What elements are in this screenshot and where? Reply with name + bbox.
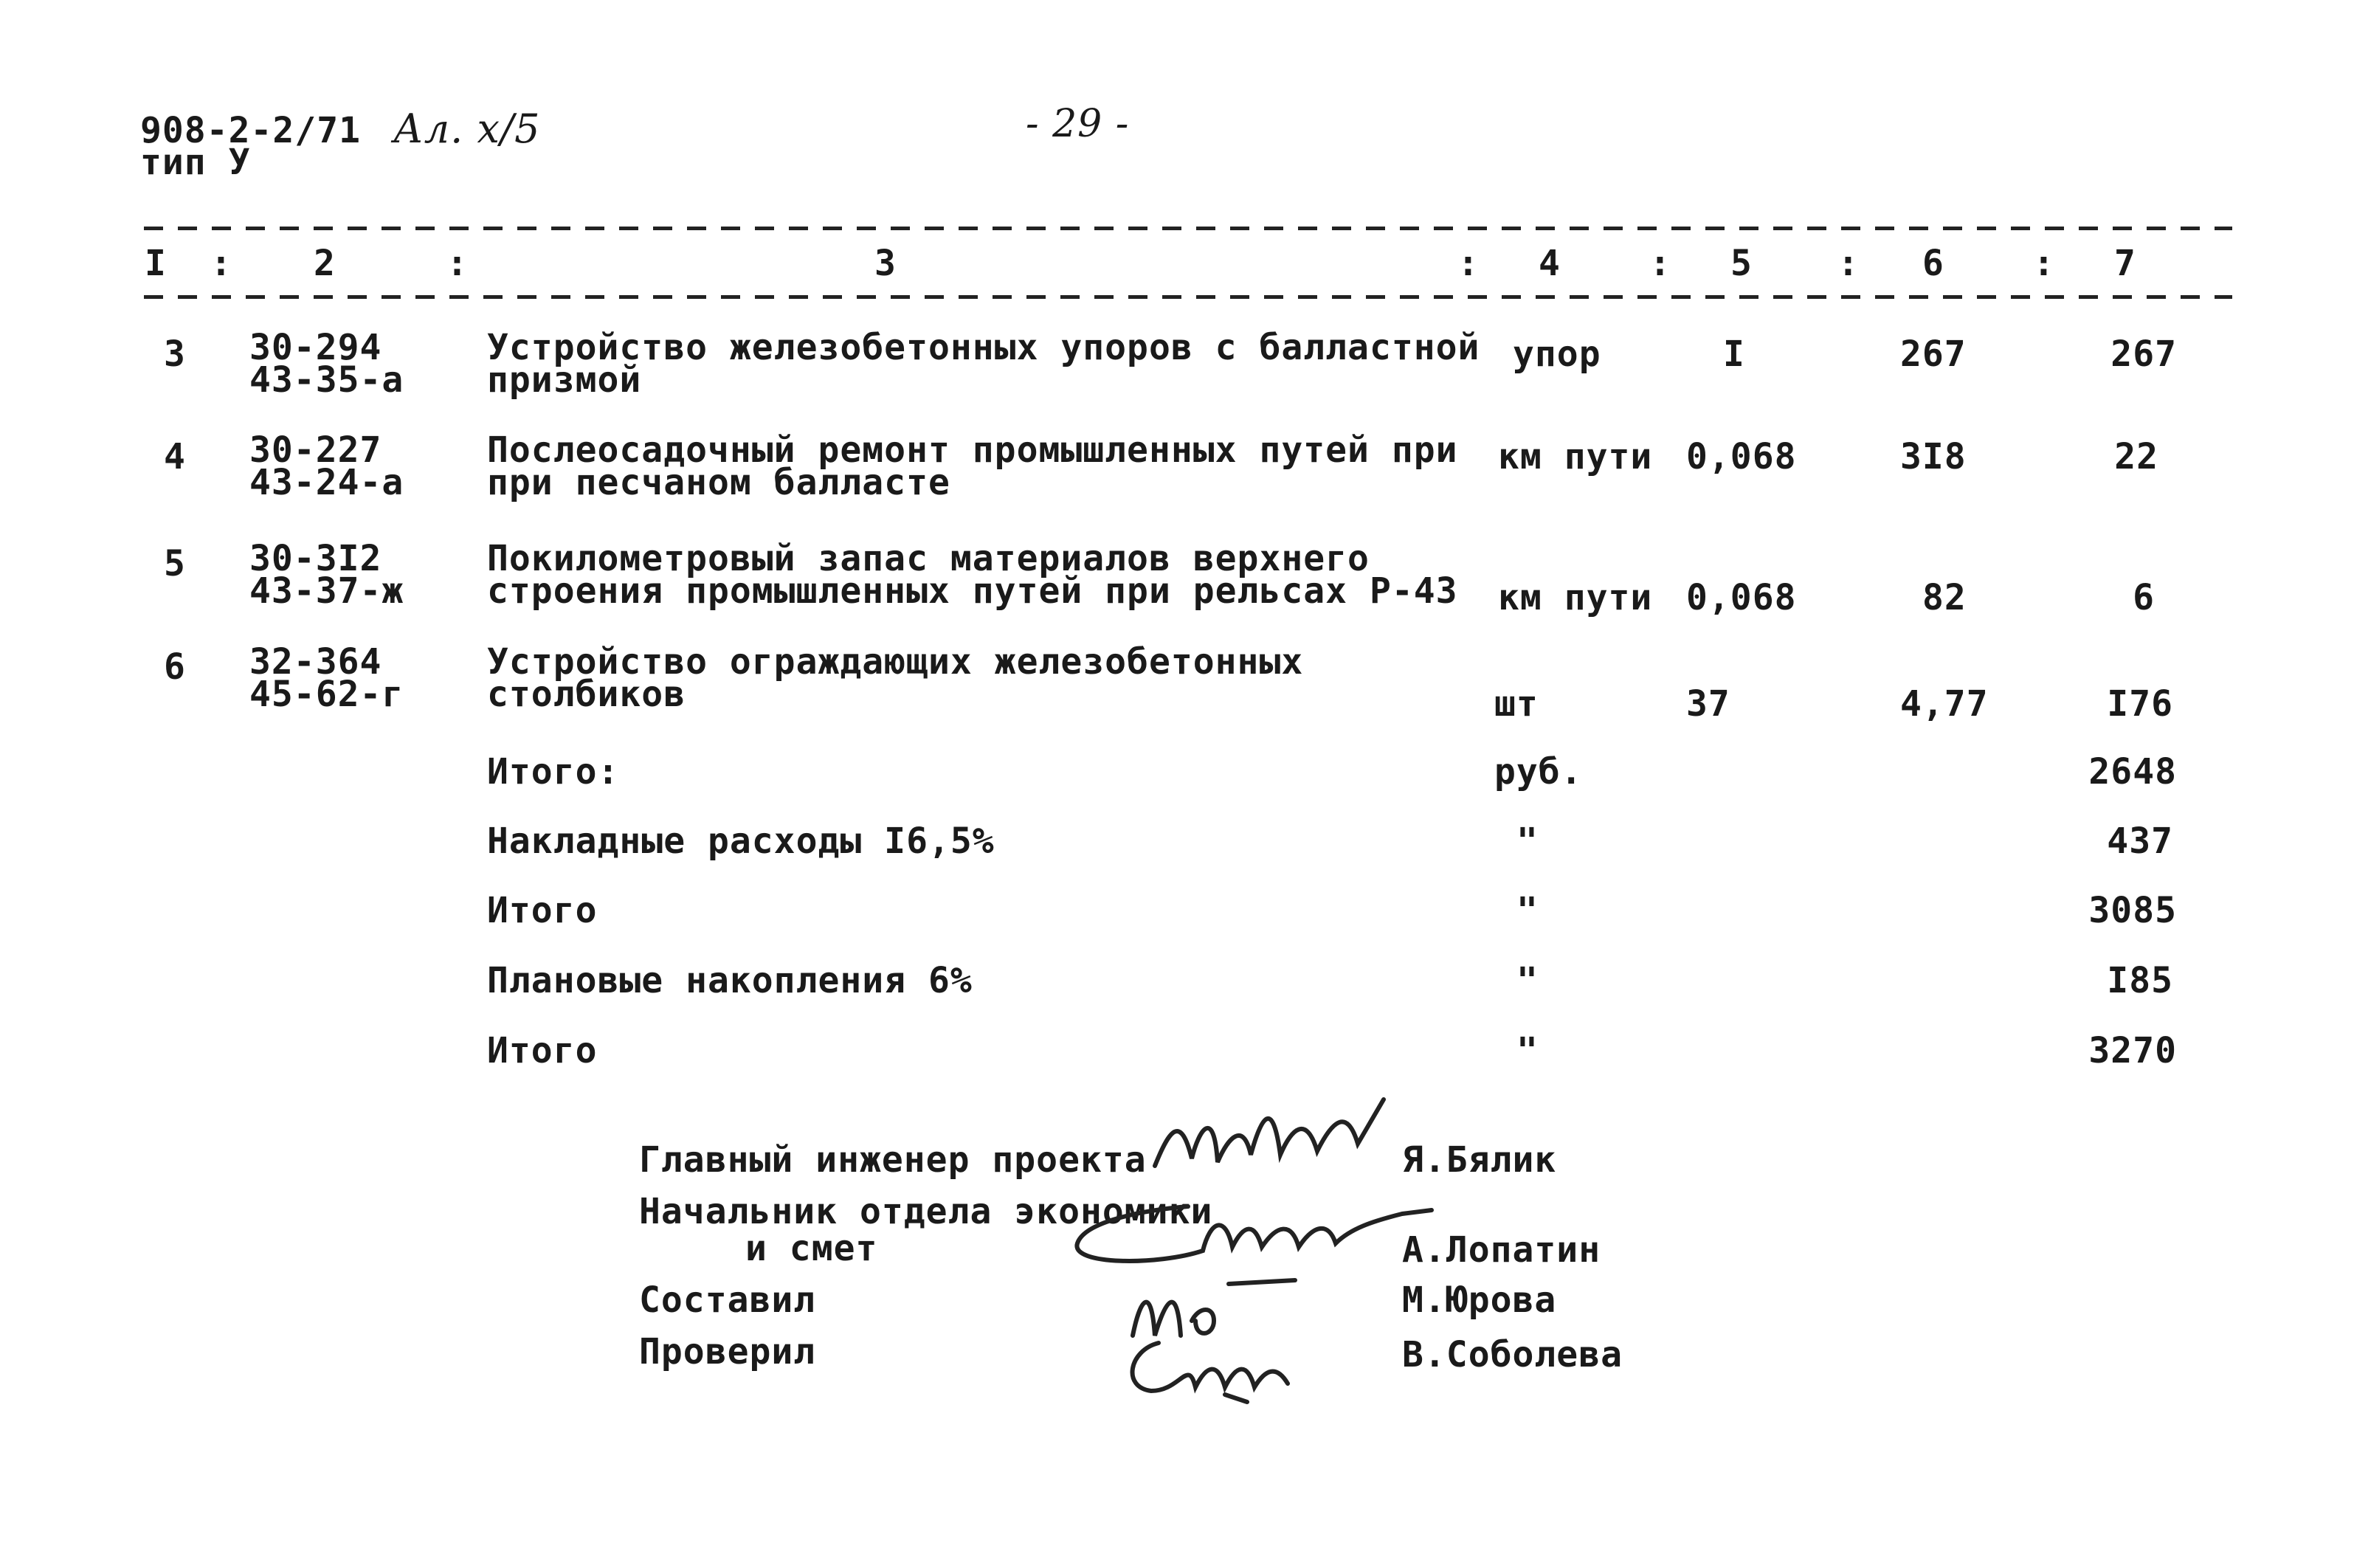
album-mark: Ал. х/5	[393, 106, 541, 152]
col-header-3: 3	[874, 243, 897, 284]
row-total: I76	[2107, 683, 2173, 725]
row-code-1: 30-3I2	[249, 538, 382, 579]
signatory-role: Проверил	[639, 1331, 816, 1372]
row-quantity: 0,068	[1686, 436, 1797, 477]
col-sep: :	[210, 243, 232, 284]
summary-unit: "	[1516, 890, 1539, 931]
row-code-2: 45-62-г	[249, 674, 404, 715]
row-number: 3	[164, 334, 186, 375]
summary-label: Итого	[487, 890, 598, 931]
col-header-6: 6	[1922, 243, 1944, 284]
signatory-role: Главный инженер проекта	[639, 1139, 1147, 1181]
row-quantity: 37	[1686, 683, 1730, 725]
col-sep: :	[2033, 243, 2055, 284]
signature-chief-engineer	[1147, 1085, 1398, 1181]
row-total: 6	[2133, 577, 2155, 618]
signatory-role: Начальник отдела экономики	[639, 1191, 1213, 1232]
row-code-1: 30-294	[249, 327, 382, 368]
document-code-text: 908-2-2/71	[140, 110, 361, 151]
col-sep: :	[1837, 243, 1860, 284]
row-unit: шт	[1494, 683, 1539, 725]
row-price: 3I8	[1900, 436, 1967, 477]
col-sep: :	[1457, 243, 1480, 284]
row-total: 22	[2114, 436, 2158, 477]
row-price: 4,77	[1900, 683, 1989, 725]
row-description-2: призмой	[487, 359, 642, 401]
row-unit: упор	[1513, 334, 1601, 375]
summary-label: Накладные расходы I6,5%	[487, 821, 995, 862]
row-quantity: 0,068	[1686, 577, 1797, 618]
row-code-2: 43-37-ж	[249, 570, 404, 612]
row-number: 5	[164, 543, 186, 584]
row-description-2: строения промышленных путей при рельсах Р-43	[487, 570, 1458, 612]
signatory-name: А.Лопатин	[1402, 1229, 1601, 1271]
row-code	[249, 429, 404, 503]
signature-checker	[1114, 1328, 1306, 1409]
row-code-1: 32-364	[249, 641, 382, 683]
signatory-name: В.Соболева	[1402, 1334, 1623, 1375]
col-header-1: I	[145, 243, 167, 284]
row-description-1: Устройство железобетонных упоров с балластной	[487, 327, 1480, 368]
row-description	[487, 643, 1303, 713]
col-header-4: 4	[1539, 243, 1561, 284]
row-total: 267	[2110, 334, 2177, 375]
summary-label: Плановые накопления 6%	[487, 960, 973, 1001]
table-header-rule	[144, 295, 2232, 299]
row-code-2: 43-35-а	[249, 359, 404, 401]
row-code-2: 43-24-а	[249, 462, 404, 503]
signatory-name: М.Юрова	[1402, 1279, 1557, 1321]
signatory-role-continued: и смет	[745, 1228, 878, 1269]
summary-total: I85	[2107, 960, 2173, 1001]
summary-total: 437	[2107, 821, 2173, 862]
row-unit: км пути	[1498, 436, 1653, 477]
row-description	[487, 327, 1480, 401]
summary-total: 3085	[2088, 890, 2177, 931]
row-description	[487, 429, 1458, 503]
signature-scribble	[1147, 1085, 1398, 1181]
signature-scribble	[1114, 1328, 1306, 1409]
signatory-role: Составил	[639, 1279, 816, 1321]
row-description-1: Послеосадочный ремонт промышленных путей при	[487, 429, 1458, 471]
summary-label: Итого:	[487, 751, 620, 792]
row-price: 267	[1900, 334, 1967, 375]
row-number: 6	[164, 646, 186, 688]
summary-unit: руб.	[1494, 751, 1583, 792]
row-description-1: Устройство ограждающих железобетонных	[487, 641, 1304, 683]
summary-total: 2648	[2088, 751, 2177, 792]
summary-label: Итого	[487, 1030, 598, 1071]
col-sep: :	[1649, 243, 1671, 284]
summary-total: 3270	[2088, 1030, 2177, 1071]
row-code	[249, 327, 404, 401]
row-code	[249, 538, 404, 612]
row-code	[249, 643, 404, 713]
page-number: - 29 -	[1026, 102, 1130, 146]
row-description	[487, 538, 1458, 612]
row-number: 4	[164, 436, 186, 477]
summary-unit: "	[1516, 821, 1539, 862]
row-description-2: столбиков	[487, 674, 686, 715]
row-unit: км пути	[1498, 577, 1653, 618]
signatory-name: Я.Бялик	[1402, 1139, 1557, 1181]
col-sep: :	[446, 243, 469, 284]
col-header-2: 2	[314, 243, 336, 284]
row-price: 82	[1922, 577, 1967, 618]
document-type: тип У	[140, 142, 251, 183]
row-code-1: 30-227	[249, 429, 382, 471]
row-quantity: I	[1723, 334, 1745, 375]
row-description-2: при песчаном балласте	[487, 462, 950, 503]
summary-unit: "	[1516, 1030, 1539, 1071]
col-header-7: 7	[2114, 243, 2136, 284]
row-description-1: Покилометровый запас материалов верхнего	[487, 538, 1370, 579]
col-header-5: 5	[1730, 243, 1753, 284]
summary-unit: "	[1516, 960, 1539, 1001]
table-top-rule	[144, 227, 2232, 230]
